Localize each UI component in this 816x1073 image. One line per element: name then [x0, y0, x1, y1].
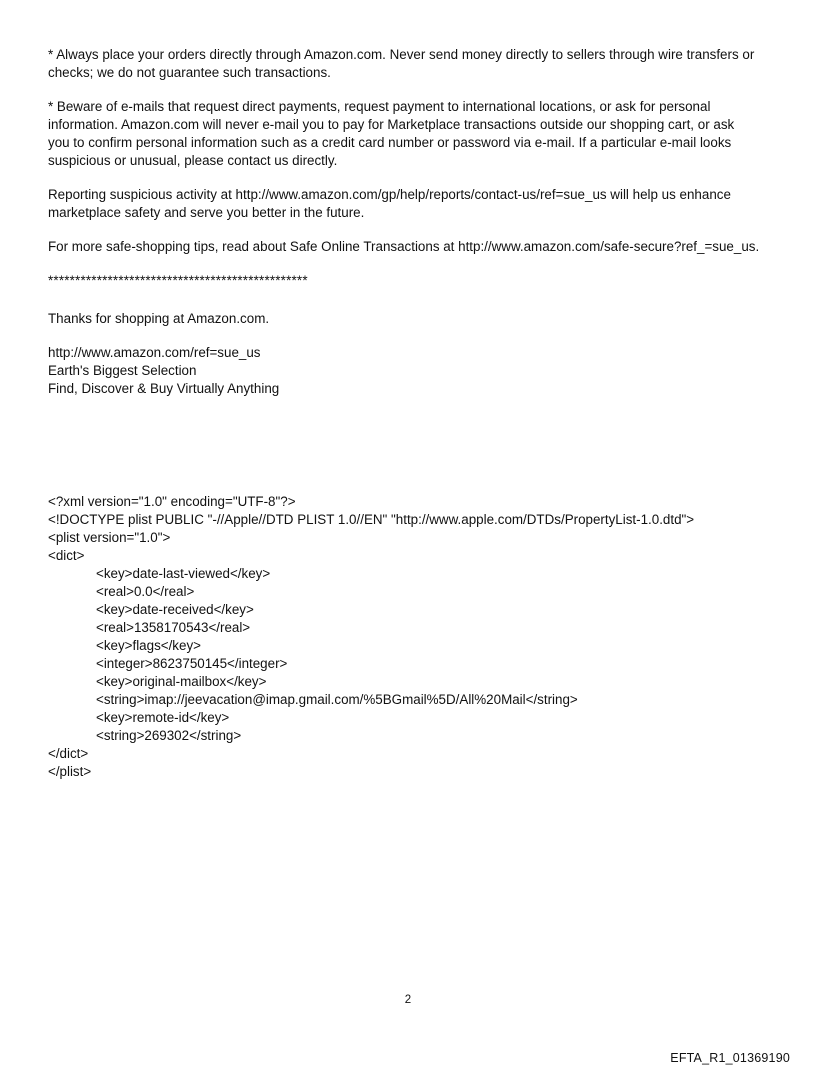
plist-dict-entry: <key>remote-id</key> — [96, 710, 230, 725]
signature-tagline: Earth's Biggest Selection — [48, 363, 197, 378]
plist-dict-entry: <integer>8623750145</integer> — [96, 656, 288, 671]
plist-metadata-block — [48, 493, 788, 781]
plist-dict-entry: <string>269302</string> — [96, 728, 242, 743]
plist-line: </dict> — [48, 746, 89, 761]
signature-link: http://www.amazon.com/ref=sue_us — [48, 345, 261, 360]
plist-dict-entry: <string>imap://jeevacation@imap.gmail.com/%5BGmail%5D/All%20Mail</string> — [96, 692, 578, 707]
bates-number: EFTA_R1_01369190 — [670, 1051, 790, 1065]
plist-line: <!DOCTYPE plist PUBLIC "-//Apple//DTD PLIST 1.0//EN" "http://www.apple.com/DTDs/PropertyList-1.0.dtd"> — [48, 512, 695, 527]
paragraph-beware-emails — [48, 98, 778, 170]
page-number: 2 — [404, 994, 412, 1006]
signature-block — [48, 344, 778, 398]
paragraph-safe-shopping — [48, 238, 778, 256]
paragraph-reporting — [48, 186, 778, 222]
plist-dict-entry: <key>date-last-viewed</key> — [96, 566, 271, 581]
text-line: * Always place your orders directly through Amazon.com. Never send money directly to sellers through wire transfers or — [48, 47, 755, 62]
text-line: Thanks for shopping at Amazon.com. — [48, 311, 270, 326]
text-line: you to confirm personal information such as a credit card number or password via e-mail. If a particular e-mail looks — [48, 135, 732, 150]
text-line: * Beware of e-mails that request direct payments, request payment to international locations, or ask for personal — [48, 99, 711, 114]
separator-line: ************************************************ — [48, 273, 308, 288]
text-line: suspicious or unusual, please contact us directly. — [48, 153, 338, 168]
plist-line: <?xml version="1.0" encoding="UTF-8"?> — [48, 494, 296, 509]
text-line: For more safe-shopping tips, read about Safe Online Transactions at http://www.amazon.com/safe-secure?ref_=sue_us. — [48, 239, 760, 254]
plist-dict-entry: <key>original-mailbox</key> — [96, 674, 267, 689]
signature-tagline: Find, Discover & Buy Virtually Anything — [48, 381, 280, 396]
text-line: Reporting suspicious activity at http://www.amazon.com/gp/help/reports/contact-us/ref=sue_us will help us enhance — [48, 187, 731, 202]
text-line: checks; we do not guarantee such transactions. — [48, 65, 331, 80]
plist-dict-entry: <key>date-received</key> — [96, 602, 254, 617]
plist-dict-entry: <key>flags</key> — [96, 638, 201, 653]
plist-line: <dict> — [48, 548, 85, 563]
email-body — [48, 46, 778, 398]
paragraph-direct-orders — [48, 46, 778, 82]
text-line: information. Amazon.com will never e-mail you to pay for Marketplace transactions outside our shopping cart, or ask — [48, 117, 735, 132]
plist-dict-entry: <real>1358170543</real> — [96, 620, 251, 635]
plist-dict-entry: <real>0.0</real> — [96, 584, 195, 599]
plist-line: </plist> — [48, 764, 92, 779]
thanks-line — [48, 310, 778, 328]
text-line: marketplace safety and serve you better in the future. — [48, 205, 365, 220]
plist-line: <plist version="1.0"> — [48, 530, 171, 545]
